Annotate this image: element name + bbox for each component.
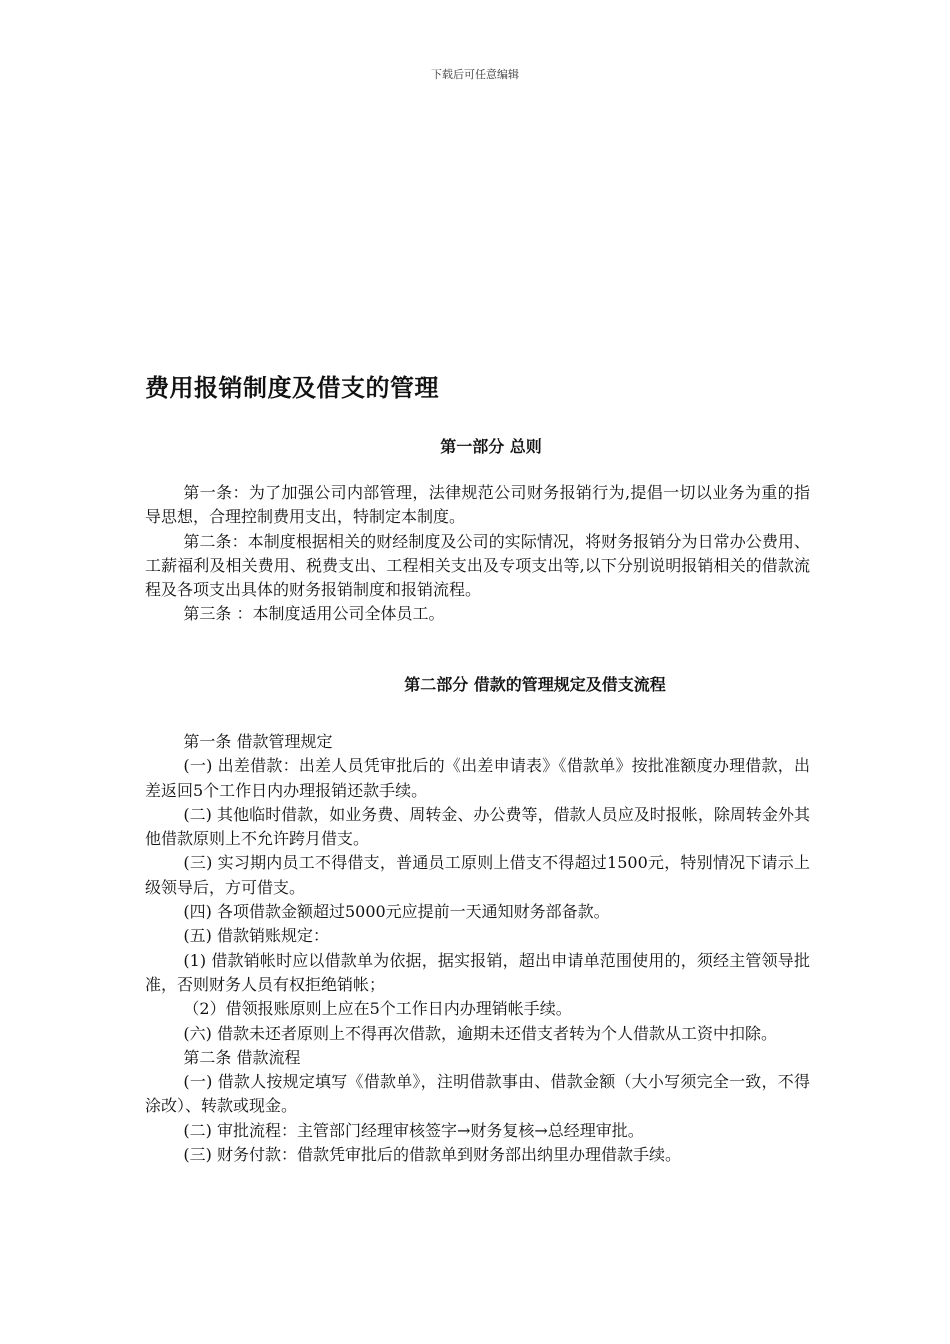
part2-heading: 第二部分 借款的管理规定及借支流程 bbox=[404, 675, 666, 694]
part2-item-5: (五) 借款销账规定： bbox=[183, 926, 329, 946]
part2-flow-1: (一) 借款人按规定填写《借款单》，注明借款事由、借款金额（大小写须完全一致，不得涂改）、转款或现金。 bbox=[145, 1072, 810, 1116]
part2-article-2-title: 第二条 借款流程 bbox=[183, 1047, 301, 1067]
part2-item-6: (六) 借款未还者原则上不得再次借款，逾期未还借支者转为个人借款从工资中扣除。 bbox=[183, 1023, 777, 1043]
document-title: 费用报销制度及借支的管理 bbox=[145, 374, 439, 402]
part1-article-1: 第一条：为了加强公司内部管理，法律规范公司财务报销行为,提倡一切以业务为重的指导思想，合理控制费用支出，特制定本制度。 bbox=[145, 483, 810, 527]
part2-item-2: (二) 其他临时借款，如业务费、周转金、办公费等，借款人员应及时报帐，除周转金外其他借款原则上不允许跨月借支。 bbox=[145, 804, 810, 849]
part2-article-1-title: 第一条 借款管理规定 bbox=[183, 732, 333, 751]
part2-item-1: (一) 出差借款：出差人员凭审批后的《出差申请表》《借款单》按批准额度办理借款，出差返回5个工作日内办理报销还款手续。 bbox=[145, 756, 810, 800]
part1-article-3: 第三条 ：本制度适用公司全体员工。 bbox=[183, 604, 445, 624]
part2-item-5-sub-1: (1) 借款销帐时应以借款单为依据，据实报销，超出申请单范围使用的，须经主管领导批准，否则财务人员有权拒绝销帐； bbox=[145, 950, 810, 994]
part1-body bbox=[145, 481, 810, 627]
part2-flow-3: (三) 财务付款：借款凭审批后的借款单到财务部出纳里办理借款手续。 bbox=[183, 1145, 681, 1165]
part2-item-4: (四) 各项借款金额超过5000元应提前一天通知财务部备款。 bbox=[183, 902, 610, 922]
part2-item-5-sub-2: （2）借领报账原则上应在5个工作日内办理销帐手续。 bbox=[183, 999, 572, 1019]
part2-flow-2: (二) 审批流程：主管部门经理审核签字→财务复核→总经理审批。 bbox=[183, 1120, 644, 1140]
part2-item-3: (三) 实习期内员工不得借支，普通员工原则上借支不得超过1500元，特别情况下请示上级领导后，方可借支。 bbox=[145, 853, 810, 897]
part1-heading: 第一部分 总则 bbox=[440, 437, 542, 456]
part2-body bbox=[145, 730, 810, 1167]
part1-article-2: 第二条：本制度根据相关的财经制度及公司的实际情况，将财务报销分为日常办公费用、工薪福利及相关费用、税费支出、工程相关支出及专项支出等,以下分别说明报销相关的借款流程及各项支出具体的财务报销制度和报销流程。 bbox=[145, 531, 810, 600]
header-note: 下载后可任意编辑 bbox=[431, 68, 519, 81]
